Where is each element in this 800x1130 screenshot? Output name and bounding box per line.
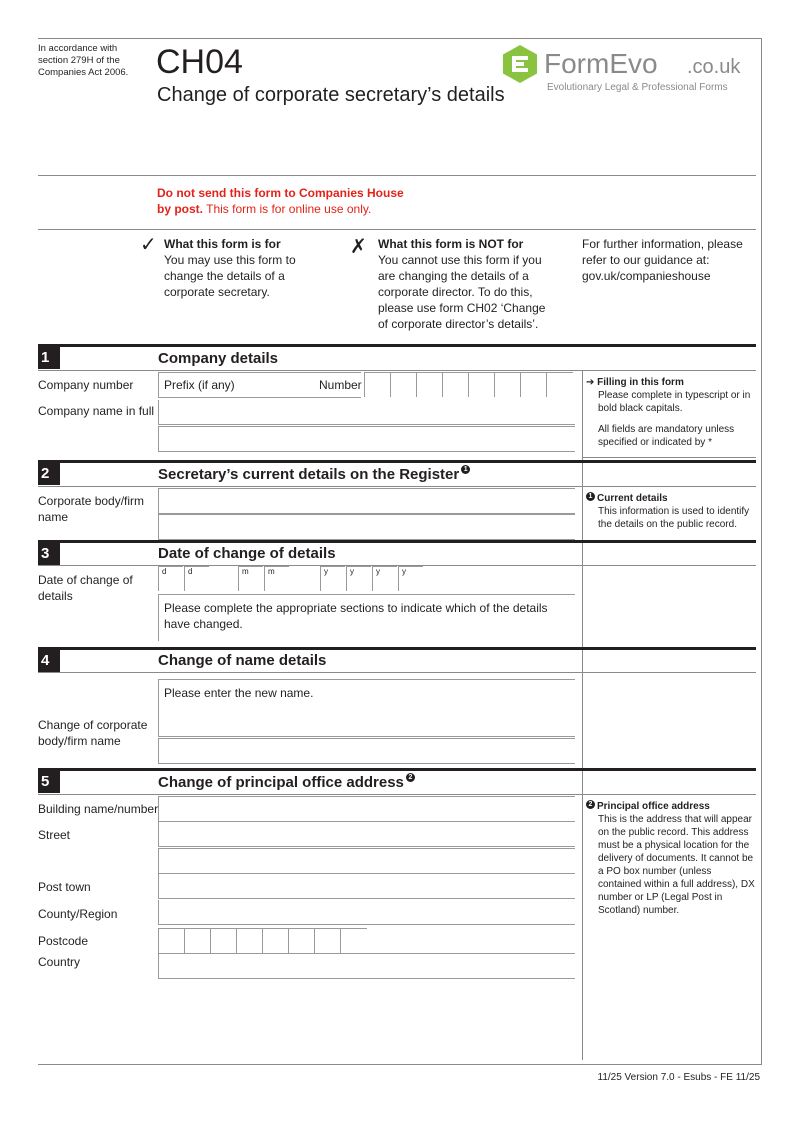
postcode-label: Postcode xyxy=(38,934,89,948)
date-cell-year[interactable]: y xyxy=(320,566,345,591)
postcode-cell[interactable] xyxy=(184,928,211,953)
top-rule xyxy=(38,38,762,39)
aside-filling-p1: Please complete in typescript or in bold black capitals. xyxy=(598,390,751,414)
corporate-body-name-field-line2[interactable] xyxy=(158,514,575,540)
street-field-line1[interactable] xyxy=(158,822,575,847)
aside-address-body: This is the address that will appear on the public record. This address must be a physical location for the delivery of documents. It cannot be a PO box number (unless contained within a full address), DX number or LP (Legal Post in Scotland) number. xyxy=(598,814,755,916)
postcode-cell[interactable] xyxy=(288,928,315,953)
note-1-icon: 1 xyxy=(461,465,470,474)
company-number-cell[interactable] xyxy=(390,372,417,397)
section-1-aside xyxy=(586,376,756,449)
warning-rule xyxy=(38,229,756,230)
postcode-cell[interactable] xyxy=(210,928,237,953)
postcode-cell[interactable] xyxy=(236,928,263,953)
note-2-icon: 2 xyxy=(586,800,595,809)
date-cell-year[interactable]: y xyxy=(372,566,397,591)
checkmark-icon: ✓ xyxy=(140,234,157,256)
section-4-instructions: Please enter the new name. xyxy=(164,686,314,700)
section-2-rule xyxy=(38,460,756,463)
county-label: County/Region xyxy=(38,907,118,921)
date-cell-year[interactable]: y xyxy=(398,566,423,591)
number-label: Number xyxy=(319,378,362,392)
section-4-instructions-box xyxy=(158,679,575,713)
county-field[interactable] xyxy=(158,900,575,925)
section-2-number: 2 xyxy=(38,463,60,485)
section-2-title xyxy=(158,465,470,485)
aside-current-title: 1 Current details xyxy=(586,492,756,505)
warning-bold: Do not send this form to Companies House by post. xyxy=(157,186,404,216)
note-1-icon: 1 xyxy=(586,492,595,501)
street-label: Street xyxy=(38,828,71,842)
note-2-icon: 2 xyxy=(406,773,415,782)
section-3-rule xyxy=(38,540,756,543)
date-cell-year[interactable]: y xyxy=(346,566,371,591)
new-name-label: Change of corporate body/firm name xyxy=(38,718,148,748)
postcode-cell[interactable] xyxy=(262,928,289,953)
company-name-field-line2[interactable] xyxy=(158,426,575,452)
company-name-field-line1[interactable] xyxy=(158,400,575,425)
company-number-cell[interactable] xyxy=(416,372,443,397)
logo-main: FormEvo xyxy=(544,48,658,79)
section-5-title xyxy=(158,773,415,793)
section-4-rule xyxy=(38,647,756,650)
further-info: For further information, please refer to our guidance at: gov.uk/companieshouse xyxy=(582,237,743,283)
company-number-cells[interactable] xyxy=(364,372,574,396)
header-rule xyxy=(38,175,756,176)
company-name-label: Company name in full xyxy=(38,404,155,418)
for-body: You may use this form to change the details of a corporate secretary. xyxy=(164,253,296,299)
section-5-title-text: Change of principal office address xyxy=(158,774,404,791)
date-cell-month[interactable]: m xyxy=(238,566,263,591)
logo-suffix: .co.uk xyxy=(687,56,741,78)
prefix-label: Prefix (if any) xyxy=(164,378,235,392)
section-1-aside-rule xyxy=(582,457,756,458)
section-5-subrule xyxy=(38,794,756,795)
post-town-field[interactable] xyxy=(158,874,575,899)
new-name-field-line1[interactable] xyxy=(158,712,575,737)
street-field-line2[interactable] xyxy=(158,848,575,874)
section-5-number: 5 xyxy=(38,771,60,793)
form-code: CH04 xyxy=(156,43,243,81)
postcode-cell[interactable] xyxy=(340,928,367,953)
formevo-logo-icon xyxy=(500,44,540,84)
notfor-body: You cannot use this form if you are changing the details of a corporate director. To do this, please use form CH02 ‘Change of corporate director’s details’. xyxy=(378,253,546,331)
company-number-cell[interactable] xyxy=(364,372,391,397)
form-title: Change of corporate secretary’s details xyxy=(157,84,505,106)
postcode-cell[interactable] xyxy=(314,928,341,953)
post-town-label: Post town xyxy=(38,880,91,894)
notfor-title: What this form is NOT for xyxy=(378,237,524,251)
cross-icon: ✗ xyxy=(350,236,367,258)
country-label: Country xyxy=(38,955,81,969)
section-5-aside xyxy=(586,800,756,917)
corporate-body-name-label: Corporate body/firm name xyxy=(38,494,145,524)
section-3-instructions: Please complete the appropriate sections to indicate which of the details have changed. xyxy=(164,601,548,631)
country-field[interactable] xyxy=(158,953,575,979)
date-cell-day[interactable]: d xyxy=(158,566,183,591)
company-number-cell[interactable] xyxy=(468,372,495,397)
company-number-label: Company number xyxy=(38,378,134,392)
aside-filling-p2: All fields are mandatory unless specified or indicated by * xyxy=(598,424,735,448)
section-1-number: 1 xyxy=(38,347,60,369)
arrow-icon: ➔ xyxy=(586,377,598,388)
logo-tagline: Evolutionary Legal & Professional Forms xyxy=(547,82,728,93)
sidebar-divider xyxy=(582,370,583,1060)
section-2-aside xyxy=(586,492,756,531)
company-number-prefix-field[interactable] xyxy=(158,372,361,398)
corporate-body-name-field-line1[interactable] xyxy=(158,488,575,514)
section-1-rule xyxy=(38,344,756,347)
building-label: Building name/number xyxy=(38,802,159,816)
section-2-subrule xyxy=(38,486,756,487)
right-rule xyxy=(761,38,762,1064)
company-number-cell[interactable] xyxy=(442,372,469,397)
section-1-subrule xyxy=(38,370,756,371)
aside-address-title: 2 Principal office address xyxy=(586,800,756,813)
aside-filling-title: ➔ Filling in this form xyxy=(586,377,684,388)
new-name-field-line2[interactable] xyxy=(158,738,575,764)
date-of-change-field[interactable] xyxy=(158,566,428,590)
section-3-instructions-box xyxy=(158,594,575,641)
section-3-title: Date of change of details xyxy=(158,545,336,562)
section-3-number: 3 xyxy=(38,543,60,565)
company-number-cell[interactable] xyxy=(546,372,573,397)
postcode-field[interactable] xyxy=(158,928,368,952)
company-number-cell[interactable] xyxy=(520,372,547,397)
warning-rest: This form is for online use only. xyxy=(203,202,372,216)
legal-note: In accordance with section 279H of the Companies Act 2006. xyxy=(38,43,129,78)
aside-current-body: This information is used to identify the details on the public record. xyxy=(598,506,750,530)
date-of-change-label: Date of change of details xyxy=(38,573,133,603)
section-2-title-text: Secretary’s current details on the Register xyxy=(158,466,460,483)
footer-version: 11/25 Version 7.0 - Esubs - FE 11/25 xyxy=(597,1072,760,1083)
building-field[interactable] xyxy=(158,796,575,822)
section-5-rule xyxy=(38,768,756,771)
formevo-logo xyxy=(500,44,755,96)
postcode-cell[interactable] xyxy=(158,928,185,953)
date-cell-month[interactable]: m xyxy=(264,566,289,591)
company-number-cell[interactable] xyxy=(494,372,521,397)
section-4-number: 4 xyxy=(38,650,60,672)
section-4-title: Change of name details xyxy=(158,652,327,669)
date-cell-day[interactable]: d xyxy=(184,566,209,591)
online-warning xyxy=(157,185,417,217)
section-1-title: Company details xyxy=(158,350,279,367)
section-4-subrule xyxy=(38,672,756,673)
footer-rule xyxy=(38,1064,762,1065)
for-title: What this form is for xyxy=(164,237,281,251)
